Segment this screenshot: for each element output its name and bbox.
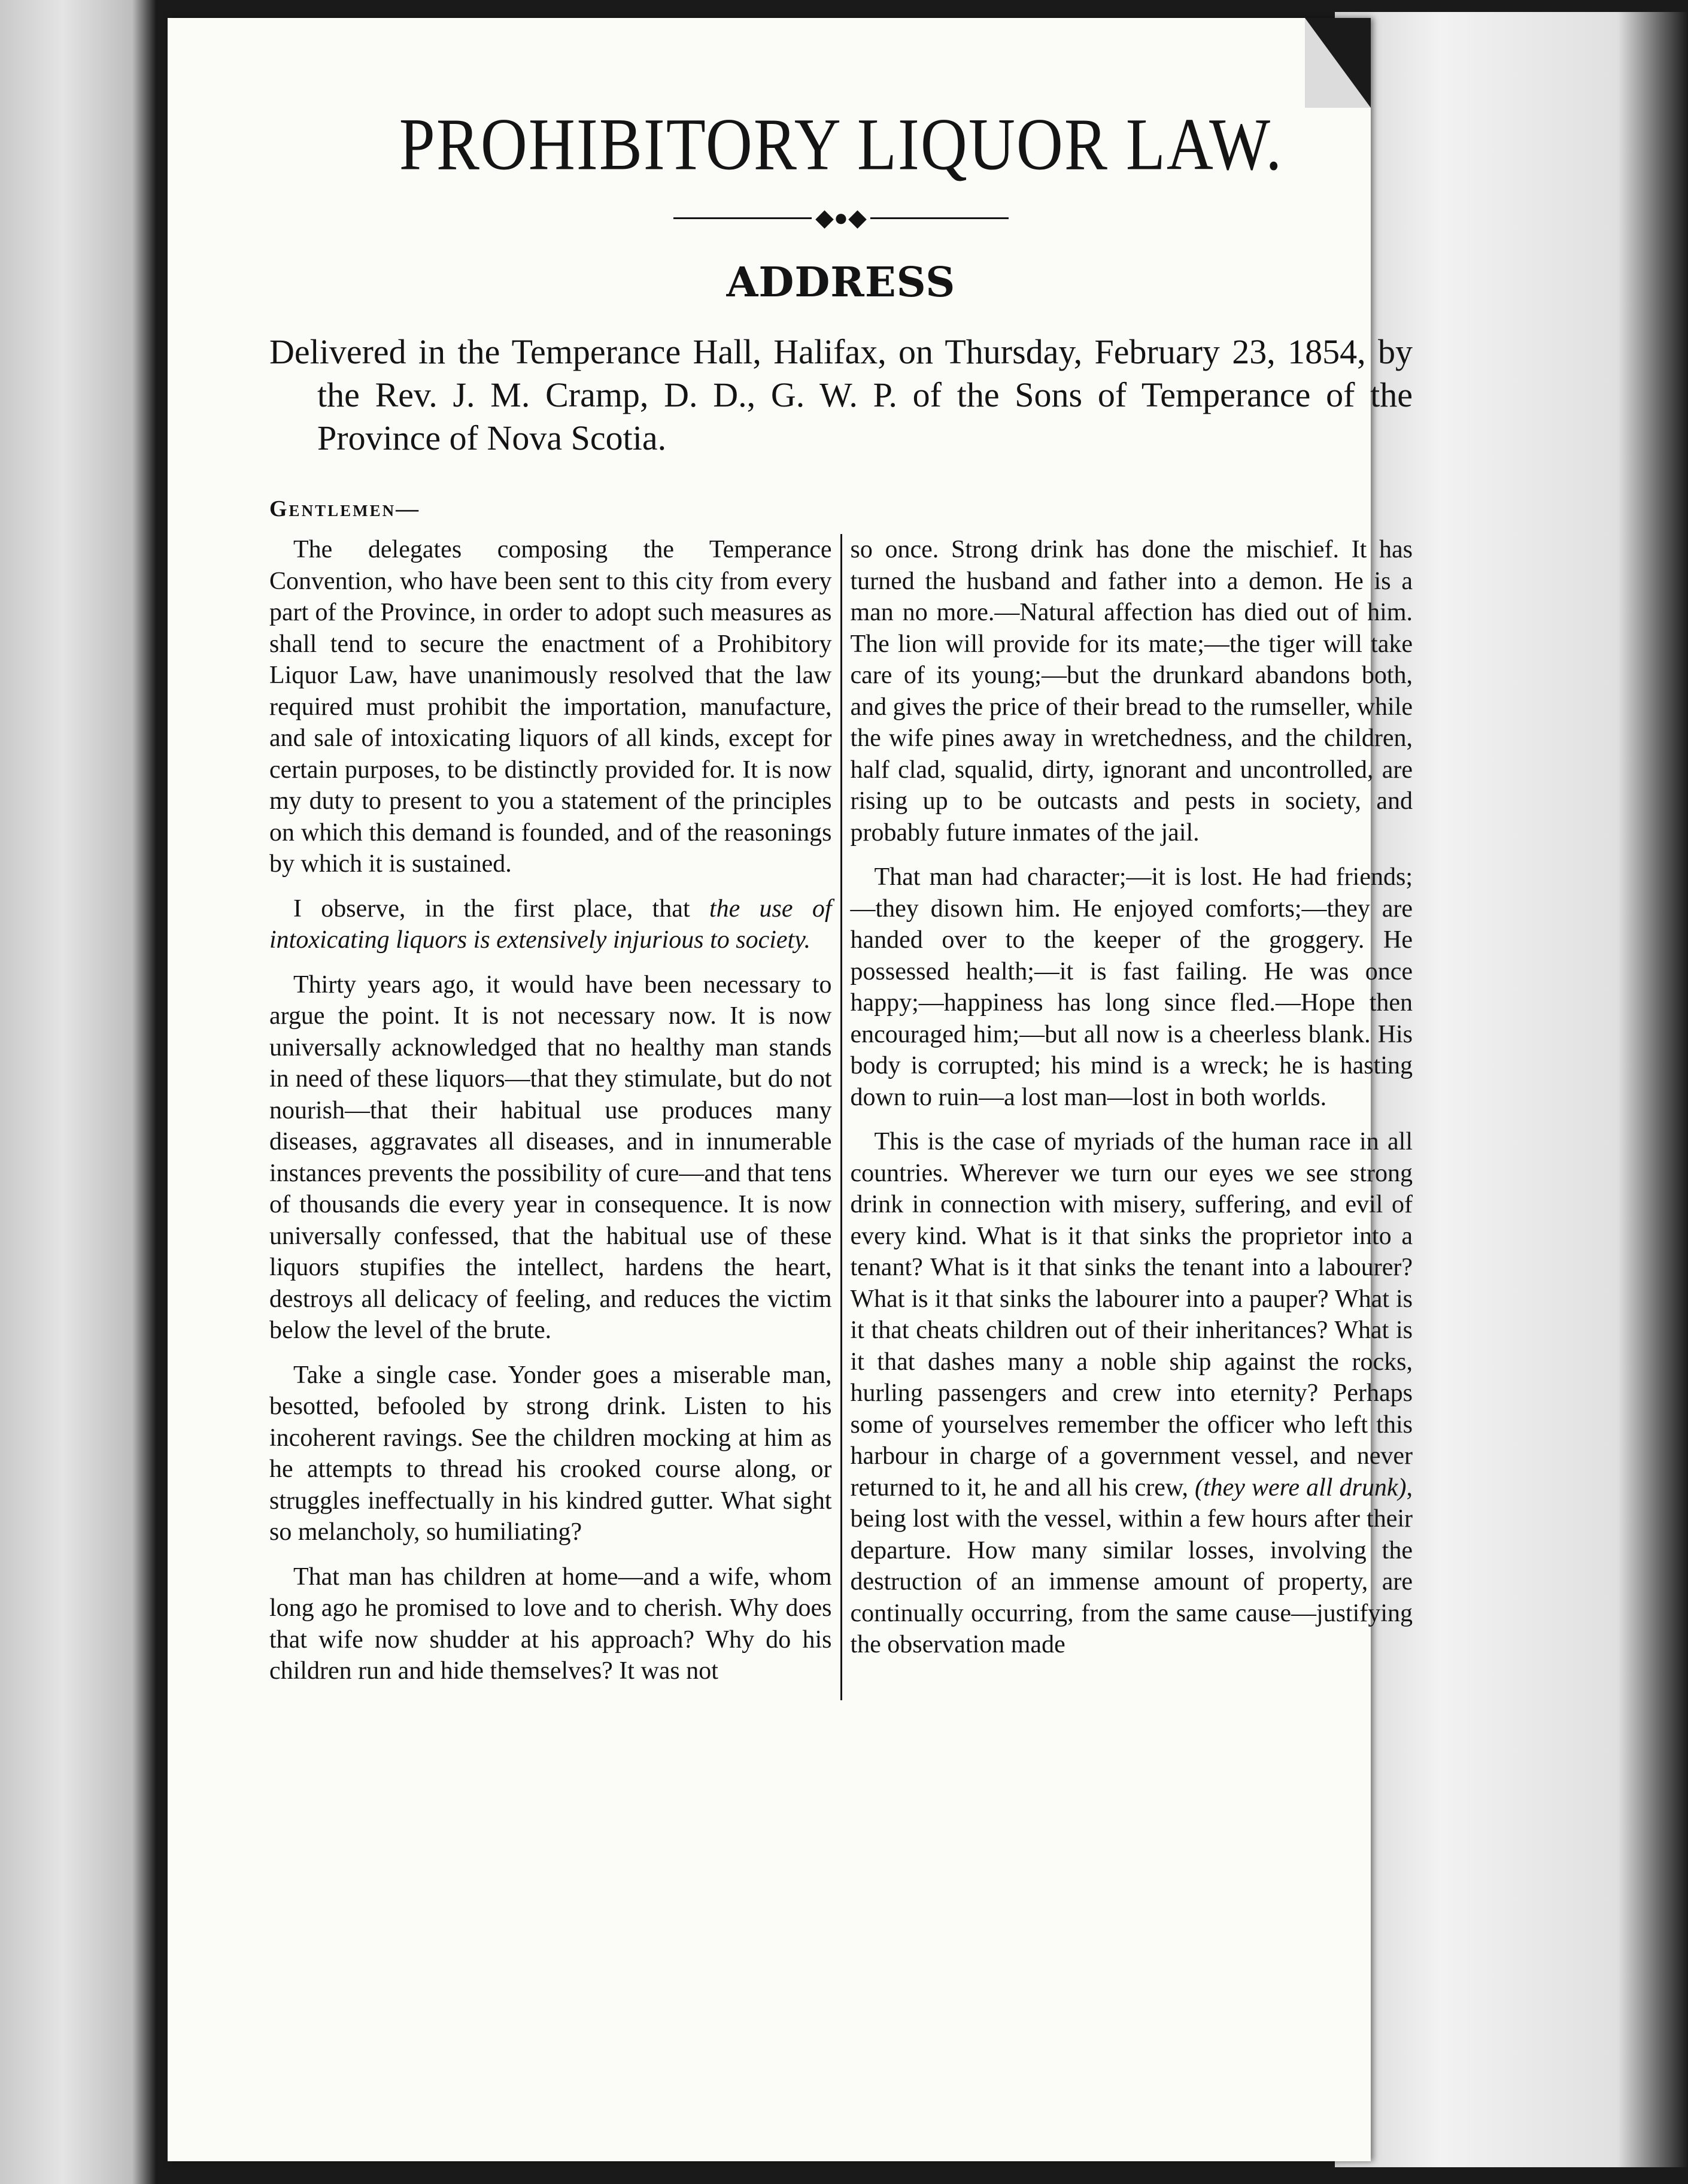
- scan-left-edge: [0, 0, 156, 2184]
- right-column: [840, 534, 1413, 1700]
- page-curl-corner: [1305, 18, 1371, 108]
- document-title: PROHIBITORY LIQUOR LAW.: [399, 104, 1283, 186]
- left-column: [269, 534, 840, 1700]
- salutation: Gentlemen—: [269, 496, 421, 521]
- paragraph: Take a single case. Yonder goes a miserable man, besotted, befooled by strong drink. Listen to his incoherent ravings. See the children mocking at him as he attempts to thread his crooked course along, or struggles ineffectually in his kindred gutter. What sight so melancholy, so humiliating?: [269, 1361, 832, 1546]
- delivery-statement: Delivered in the Temperance Hall, Halifax, on Thursday, February 23, 1854, by the Rev. J. M. Cramp, D. D., G. W. P. of the Sons of Temperance of the Province of Nova Scotia.: [269, 332, 1413, 457]
- paragraph: This is the case of myriads of the human race in all countries. Wherever we turn our eyes we see strong drink in connection with misery, suffering, and evil of every kind. What is it that sinks the proprietor into a tenant? What is it that sinks the tenant into a labourer? What is it that sinks the labourer into a pauper? What is it that cheats children out of their inheritances? What is it that dashes many a noble ship against the rocks, hurling passengers and crew into eternity? Perhaps some of yourselves remember the officer who left this harbour in charge of a government vessel, and never returned to it, he and all his crew, (they were all drunk), being lost with the vessel, within a few hours after their departure. How many similar losses, involving the destruction of an immense amount of property, are continually occurring, from the same cause—justifying the observation made: [850, 1128, 1413, 1658]
- paragraph: I observe, in the first place, that the use of intoxicating liquors is extensively injurious to society.: [269, 894, 832, 954]
- section-heading: ADDRESS: [726, 259, 956, 307]
- ornamental-rule: [673, 206, 1009, 230]
- document-page: [168, 18, 1413, 2161]
- page-content: [269, 104, 1413, 1700]
- text-columns: [269, 534, 1413, 1700]
- italic-emphasis: (they were all drunk): [1195, 1473, 1407, 1502]
- italic-emphasis: the use of intoxicating liquors is extensively injurious to society.: [269, 894, 832, 954]
- paragraph: so once. Strong drink has done the mischief. It has turned the husband and father into a demon. He is a man no more.—Natural affection has died out of him. The lion will provide for its mate;—the tiger will take care of its young;—but the drunkard abandons both, and gives the price of their bread to the rumseller, while the wife pines away in wretchedness, and the children, half clad, squalid, dirty, ignorant and uncontrolled, are rising up to be outcasts and pests in society, and probably future inmates of the jail.: [850, 536, 1413, 847]
- paragraph: Thirty years ago, it would have been necessary to argue the point. It is not necessary now. It is now universally acknowledged that no healthy man stands in need of these liquors—that they stimulate, but do not nourish—that their habitual use produces many diseases, aggravates all diseases, and in innumerable instances prevents the possibility of cure—and that tens of thousands die every year in consequence. It is now universally confessed, that the habitual use of these liquors stupifies the intellect, hardens the heart, destroys all delicacy of feeling, and reduces the victim below the level of the brute.: [269, 970, 832, 1344]
- ornament-icon: ◆●◆: [815, 204, 867, 231]
- paragraph: That man had character;—it is lost. He had friends;—they disown him. He enjoyed comforts;—they are handed over to the keeper of the groggery. He possessed health;—it is fast failing. He was once happy;—happiness has long since fled.—Hope then encouraged him;—but all now is a cheerless blank. His body is corrupted; his mind is a wreck; he is hasting down to ruin—a lost man—lost in both worlds.: [850, 863, 1413, 1111]
- paragraph: The delegates composing the Temperance Convention, who have been sent to this city from every part of the Province, in order to adopt such measures as shall tend to secure the enactment of a Prohibitory Liquor Law, have unanimously resolved that the law required must prohibit the importation, manufacture, and sale of intoxicating liquors of all kinds, except for certain purposes, to be distinctly provided for. It is now my duty to present to you a statement of the principles on which this demand is founded, and of the reasonings by which it is sustained.: [269, 536, 832, 878]
- paragraph: That man has children at home—and a wife, whom long ago he promised to love and to cherish. Why does that wife now shudder at his approach? Why do his children run and hide themselves? It was not: [269, 1563, 832, 1685]
